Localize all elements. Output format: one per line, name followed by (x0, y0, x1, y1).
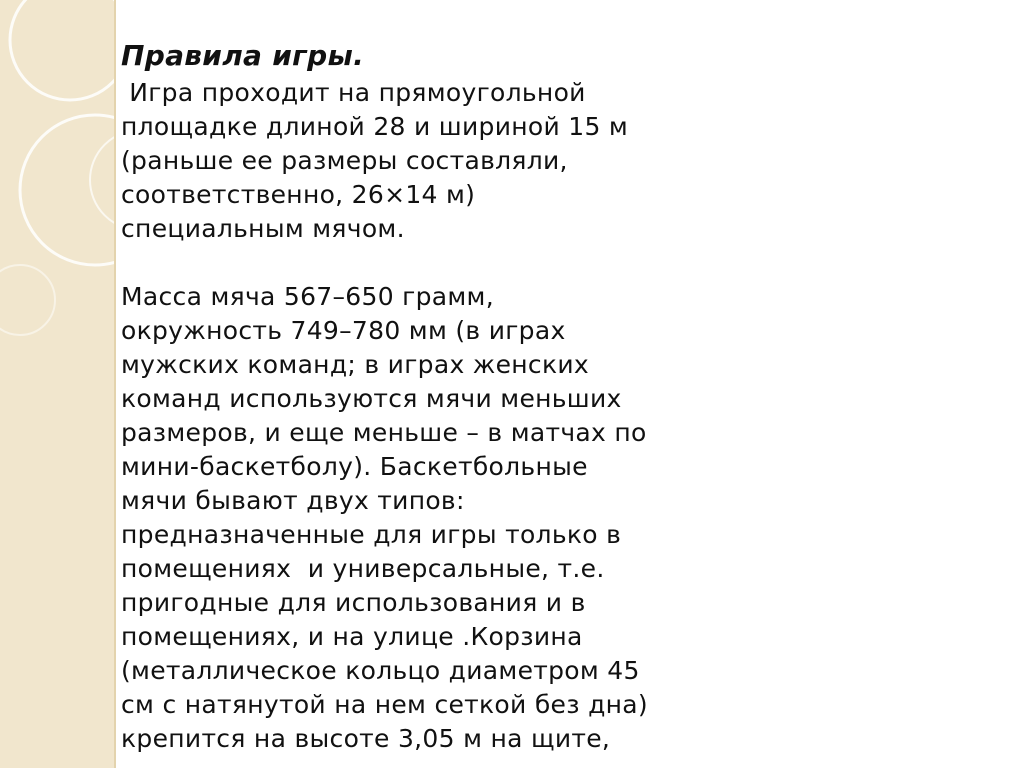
decorative-side-band (0, 0, 116, 768)
text-line: пригодные для использования и в (121, 588, 586, 617)
text-line: Масса мяча 567–650 грамм, (121, 282, 494, 311)
text-line: помещениях, и на улице .Корзина (121, 622, 583, 651)
text-line: помещениях и универсальные, т.е. (121, 554, 605, 583)
paragraph-court (121, 76, 721, 246)
paragraph-gap (121, 246, 721, 280)
text-line: мячи бывают двух типов: (121, 486, 465, 515)
slide-content (121, 36, 721, 756)
text-line: площадке длиной 28 и шириной 15 м (121, 112, 629, 141)
slide-title: Правила игры. (121, 39, 365, 72)
text-line: (металлическое кольцо диаметром 45 (121, 656, 640, 685)
text-line: соответственно, 26×14 м) (121, 180, 476, 209)
text-line: размеров, и еще меньше – в матчах по (121, 418, 647, 447)
paragraph-ball (121, 280, 721, 756)
text-line: крепится на высоте 3,05 м на щите, (121, 724, 611, 753)
text-line: команд используются мячи меньших (121, 384, 622, 413)
text-line: предназначенные для игры только в (121, 520, 622, 549)
text-line: окружность 749–780 мм (в играх (121, 316, 566, 345)
text-line: Игра проходит на прямоугольной (121, 78, 586, 107)
text-line: см с натянутой на нем сеткой без дна) (121, 690, 648, 719)
text-line: специальным мячом. (121, 214, 405, 243)
decorative-circles-icon (0, 0, 116, 768)
text-line: мини-баскетболу). Баскетбольные (121, 452, 588, 481)
text-line: (раньше ее размеры составляли, (121, 146, 568, 175)
text-line: мужских команд; в играх женских (121, 350, 590, 379)
